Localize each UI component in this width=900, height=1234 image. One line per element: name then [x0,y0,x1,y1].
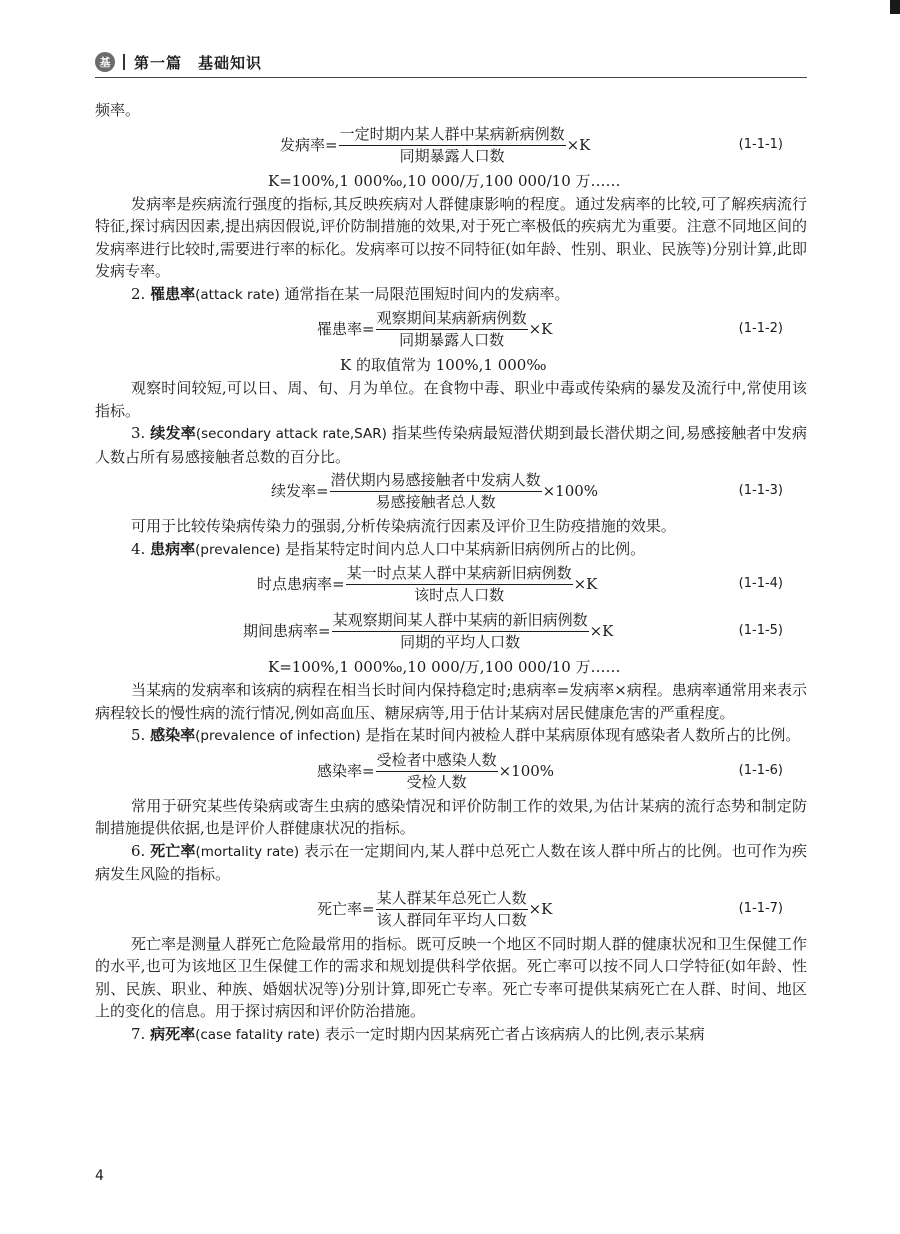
section-number: 6. [131,841,146,860]
formula-multiplier: ×K [528,899,553,918]
section-prevalence [95,538,807,562]
page-body [95,99,807,1046]
section-term: 患病率 [150,539,196,558]
section-term-english: (prevalence of infection) [195,728,361,744]
k-values-line [95,353,807,377]
header-separator [123,54,125,70]
formula-numerator: 某观察期间某人群中某病的新旧病例数 [332,610,589,632]
formula-1-1-6 [95,748,807,795]
formula-number: (1-1-5) [738,623,783,639]
paragraph-mortality-usage: 死亡率是测量人群死亡危险最常用的指标。既可反映一个地区不同时期人群的健康状况和卫生保健工作的水平,也可为该地区卫生保健工作的需求和规划提供科学依据。死亡率可以按不同人口学特征(如年龄、性别、民族、职业、种族、婚姻状况等)分别计算,即死亡专率。死亡专率可提供某病死亡在人群、时间、地区上的变化的信息。用于探讨病因和评价防治措施。 [95,934,807,1020]
formula-multiplier: ×100% [498,761,555,780]
k-values-line [95,655,807,679]
formula-fraction [376,888,528,931]
section-term: 罹患率 [150,284,196,303]
formula-numerator: 潜伏期内易感接触者中发病人数 [330,470,542,492]
formula-lhs: 时点患病率= [257,575,345,594]
formula-number: (1-1-7) [738,900,783,916]
formula-multiplier: ×K [589,622,614,641]
formula-1-1-3 [95,468,807,515]
formula-number: (1-1-3) [738,483,783,499]
section-number: 5. [131,726,146,744]
page-number: 4 [95,1168,104,1184]
section-term: 病死率 [150,1024,196,1043]
header-title: 第一篇 基础知识 [134,53,263,72]
section-number: 4. [131,539,146,558]
formula-denominator: 受检人数 [406,772,467,791]
formula-numerator: 一定时期内某人群中某病新病例数 [339,124,566,146]
section-secondary-attack-rate [95,422,807,468]
paragraph-attack-rate-usage: 观察时间较短,可以日、周、旬、月为单位。在食物中毒、职业中毒或传染病的暴发及流行中,常使用该指标。 [95,379,807,420]
section-term: 感染率 [150,726,196,744]
paragraph-continued: 频率。 [95,101,141,119]
corner-mark [890,0,900,14]
formula-numerator: 受检者中感染人数 [376,750,498,772]
section-case-fatality-rate [95,1023,807,1047]
section-number: 7. [131,1024,146,1043]
formula-lhs: 发病率= [280,135,338,154]
formula-number: (1-1-1) [738,136,783,152]
section-number: 2. [131,284,146,303]
chapter-badge-icon: 基 [95,52,115,72]
formula-fraction [332,610,589,653]
formula-lhs: 感染率= [317,761,375,780]
section-term: 续发率 [150,424,196,442]
formula-1-1-7 [95,886,807,933]
formula-denominator: 该时点人口数 [414,586,505,604]
k-values-text: K=100%,1 000‰,10 000/万,100 000/10 万…… [268,171,621,190]
formula-fraction [376,308,528,351]
section-text: 是指在某时间内被检人群中某病原体现有感染者人数所占的比例。 [365,726,801,744]
running-header [95,50,815,74]
section-number: 3. [131,424,146,442]
section-text: 表示在一定期间内,某人群中总死亡人数在该人群中所占的比例。也可作为疾病发生风险的指标。 [95,841,807,883]
section-term-english: (case fatality rate) [195,1026,321,1043]
section-infection-rate [95,724,807,748]
formula-1-1-5 [95,608,807,655]
formula-denominator: 同期暴露人口数 [399,331,505,349]
paragraph-sar-usage: 可用于比较传染病传染力的强弱,分析传染病流行因素及评价卫生防疫措施的效果。 [131,517,676,535]
formula-multiplier: ×K [528,320,553,339]
section-term-english: (secondary attack rate,SAR) [195,426,387,442]
formula-numerator: 观察期间某病新病例数 [376,308,528,330]
k-values-text: K=100%,1 000‰,10 000/万,100 000/10 万…… [268,658,621,676]
formula-denominator: 易感接触者总人数 [375,493,496,511]
section-mortality-rate [95,840,807,886]
header-rule [95,77,807,78]
formula-fraction [330,470,542,513]
formula-lhs: 期间患病率= [243,622,331,641]
paragraph-infection-usage: 常用于研究某些传染病或寄生虫病的感染情况和评价防制工作的效果,为估计某病的流行态势和制定防制措施提供依据,也是评价人群健康状况的指标。 [95,796,807,837]
formula-multiplier: ×100% [542,482,599,501]
formula-denominator: 同期的平均人口数 [400,633,521,651]
formula-numerator: 某一时点某人群中某病新旧病例数 [346,563,573,585]
formula-lhs: 续发率= [271,482,329,501]
formula-1-1-1 [95,122,807,169]
section-term-english: (attack rate) [195,286,280,303]
section-term-english: (mortality rate) [195,843,300,860]
section-text: 表示一定时期内因某病死亡者占该病病人的比例,表示某病 [324,1024,705,1043]
section-term: 死亡率 [150,841,196,860]
formula-number: (1-1-4) [738,576,783,592]
section-text: 是指某特定时间内总人口中某病新旧病例所占的比例。 [285,539,646,558]
section-attack-rate [95,283,807,307]
k-values-line [95,169,807,193]
formula-lhs: 死亡率= [317,899,375,918]
formula-1-1-2 [95,306,807,353]
paragraph-prevalence-usage: 当某病的发病率和该病的病程在相当长时间内保持稳定时;患病率=发病率×病程。患病率通常用来表示病程较长的慢性病的流行情况,例如高血压、糖尿病等,用于估计某病对居民健康危害的严重程度。 [95,681,807,722]
formula-denominator: 同期暴露人口数 [399,146,505,165]
formula-fraction [376,750,498,793]
formula-lhs: 罹患率= [317,320,375,339]
paragraph-incidence: 发病率是疾病流行强度的指标,其反映疾病对人群健康影响的程度。通过发病率的比较,可了解疾病流行特征,探讨病因因素,提出病因假说,评价防制措施的效果,对于死亡率极低的疾病尤为重要。注意不同地区间的发病率进行比较时,需要进行率的标化。发病率可以按不同特征(如年龄、性别、职业、民族等)分别计算,此即发病专率。 [95,194,807,280]
formula-numerator: 某人群某年总死亡人数 [376,888,528,910]
section-text: 通常指在某一局限范围短时间内的发病率。 [284,284,570,303]
formula-denominator: 该人群同年平均人口数 [376,910,527,929]
formula-number: (1-1-6) [738,762,783,778]
formula-1-1-4 [95,561,807,608]
formula-number: (1-1-2) [738,321,783,337]
section-text: 指某些传染病最短潜伏期到最长潜伏期之间,易感接触者中发病人数占所有易感接触者总数的百分比。 [95,424,807,466]
formula-multiplier: ×K [566,135,591,154]
k-values-text: K 的取值常为 100%,1 000‰ [340,356,547,374]
formula-multiplier: ×K [573,575,598,594]
section-term-english: (prevalence) [195,541,281,558]
formula-fraction [339,124,566,167]
formula-fraction [346,563,573,606]
